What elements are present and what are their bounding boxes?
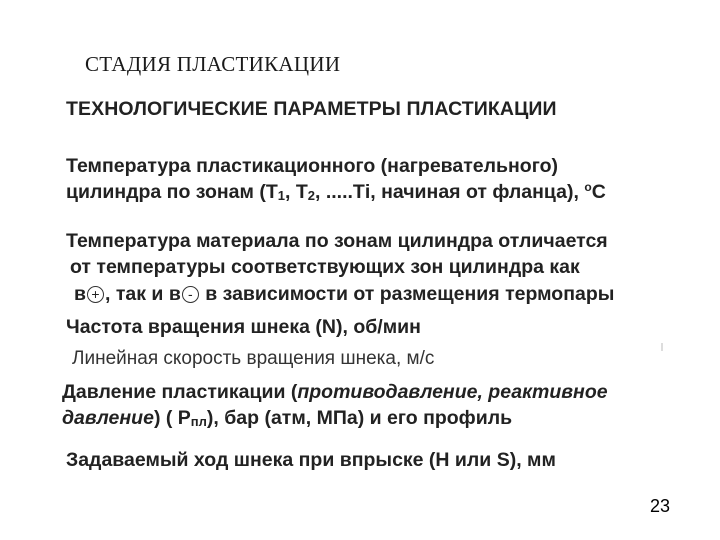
page-number: 23 bbox=[650, 496, 671, 516]
cylinder-temp-line1: Температура пластикационного (нагревательного) bbox=[66, 155, 558, 177]
material-temp-line3: в + , так и в - в зависимости от размещения термопары bbox=[74, 283, 615, 305]
rotation-frequency: Частота вращения шнека (N), об/мин bbox=[66, 316, 421, 338]
plasticizing-pressure-line2: давление) ( $Р_{пл}$), бар (атм, МПа) и его профиль bbox=[62, 407, 513, 429]
linear-speed-text: Линейная скорость вращения шнека, м/с bbox=[72, 348, 435, 368]
section-heading: ТЕХНОЛОГИЧЕСКИЕ ПАРАМЕТРЫ ПЛАСТИКАЦИИ bbox=[66, 98, 557, 120]
material-temp-line2: от температуры соответствующих зон цилиндра как bbox=[70, 256, 580, 278]
material-temp-line1: Температура материала по зонам цилиндра отличается bbox=[66, 230, 608, 252]
plasticizing-pressure-line1: Давление пластикации (противодавление, реактивное bbox=[62, 381, 608, 403]
screw-stroke: Задаваемый ход шнека при впрыске (H или S), мм bbox=[66, 449, 556, 471]
slide-title: СТАДИЯ ПЛАСТИКАЦИИ bbox=[85, 52, 341, 76]
linear-speed-clipped bbox=[70, 346, 670, 368]
plus-sign-icon: + bbox=[87, 286, 104, 303]
minus-sign-icon: - bbox=[182, 286, 199, 303]
cylinder-temp-line2: цилиндра по зонам ($Т_1$, $Т_2$, .....Тi, начиная от фланца), $^о$С bbox=[66, 180, 606, 203]
